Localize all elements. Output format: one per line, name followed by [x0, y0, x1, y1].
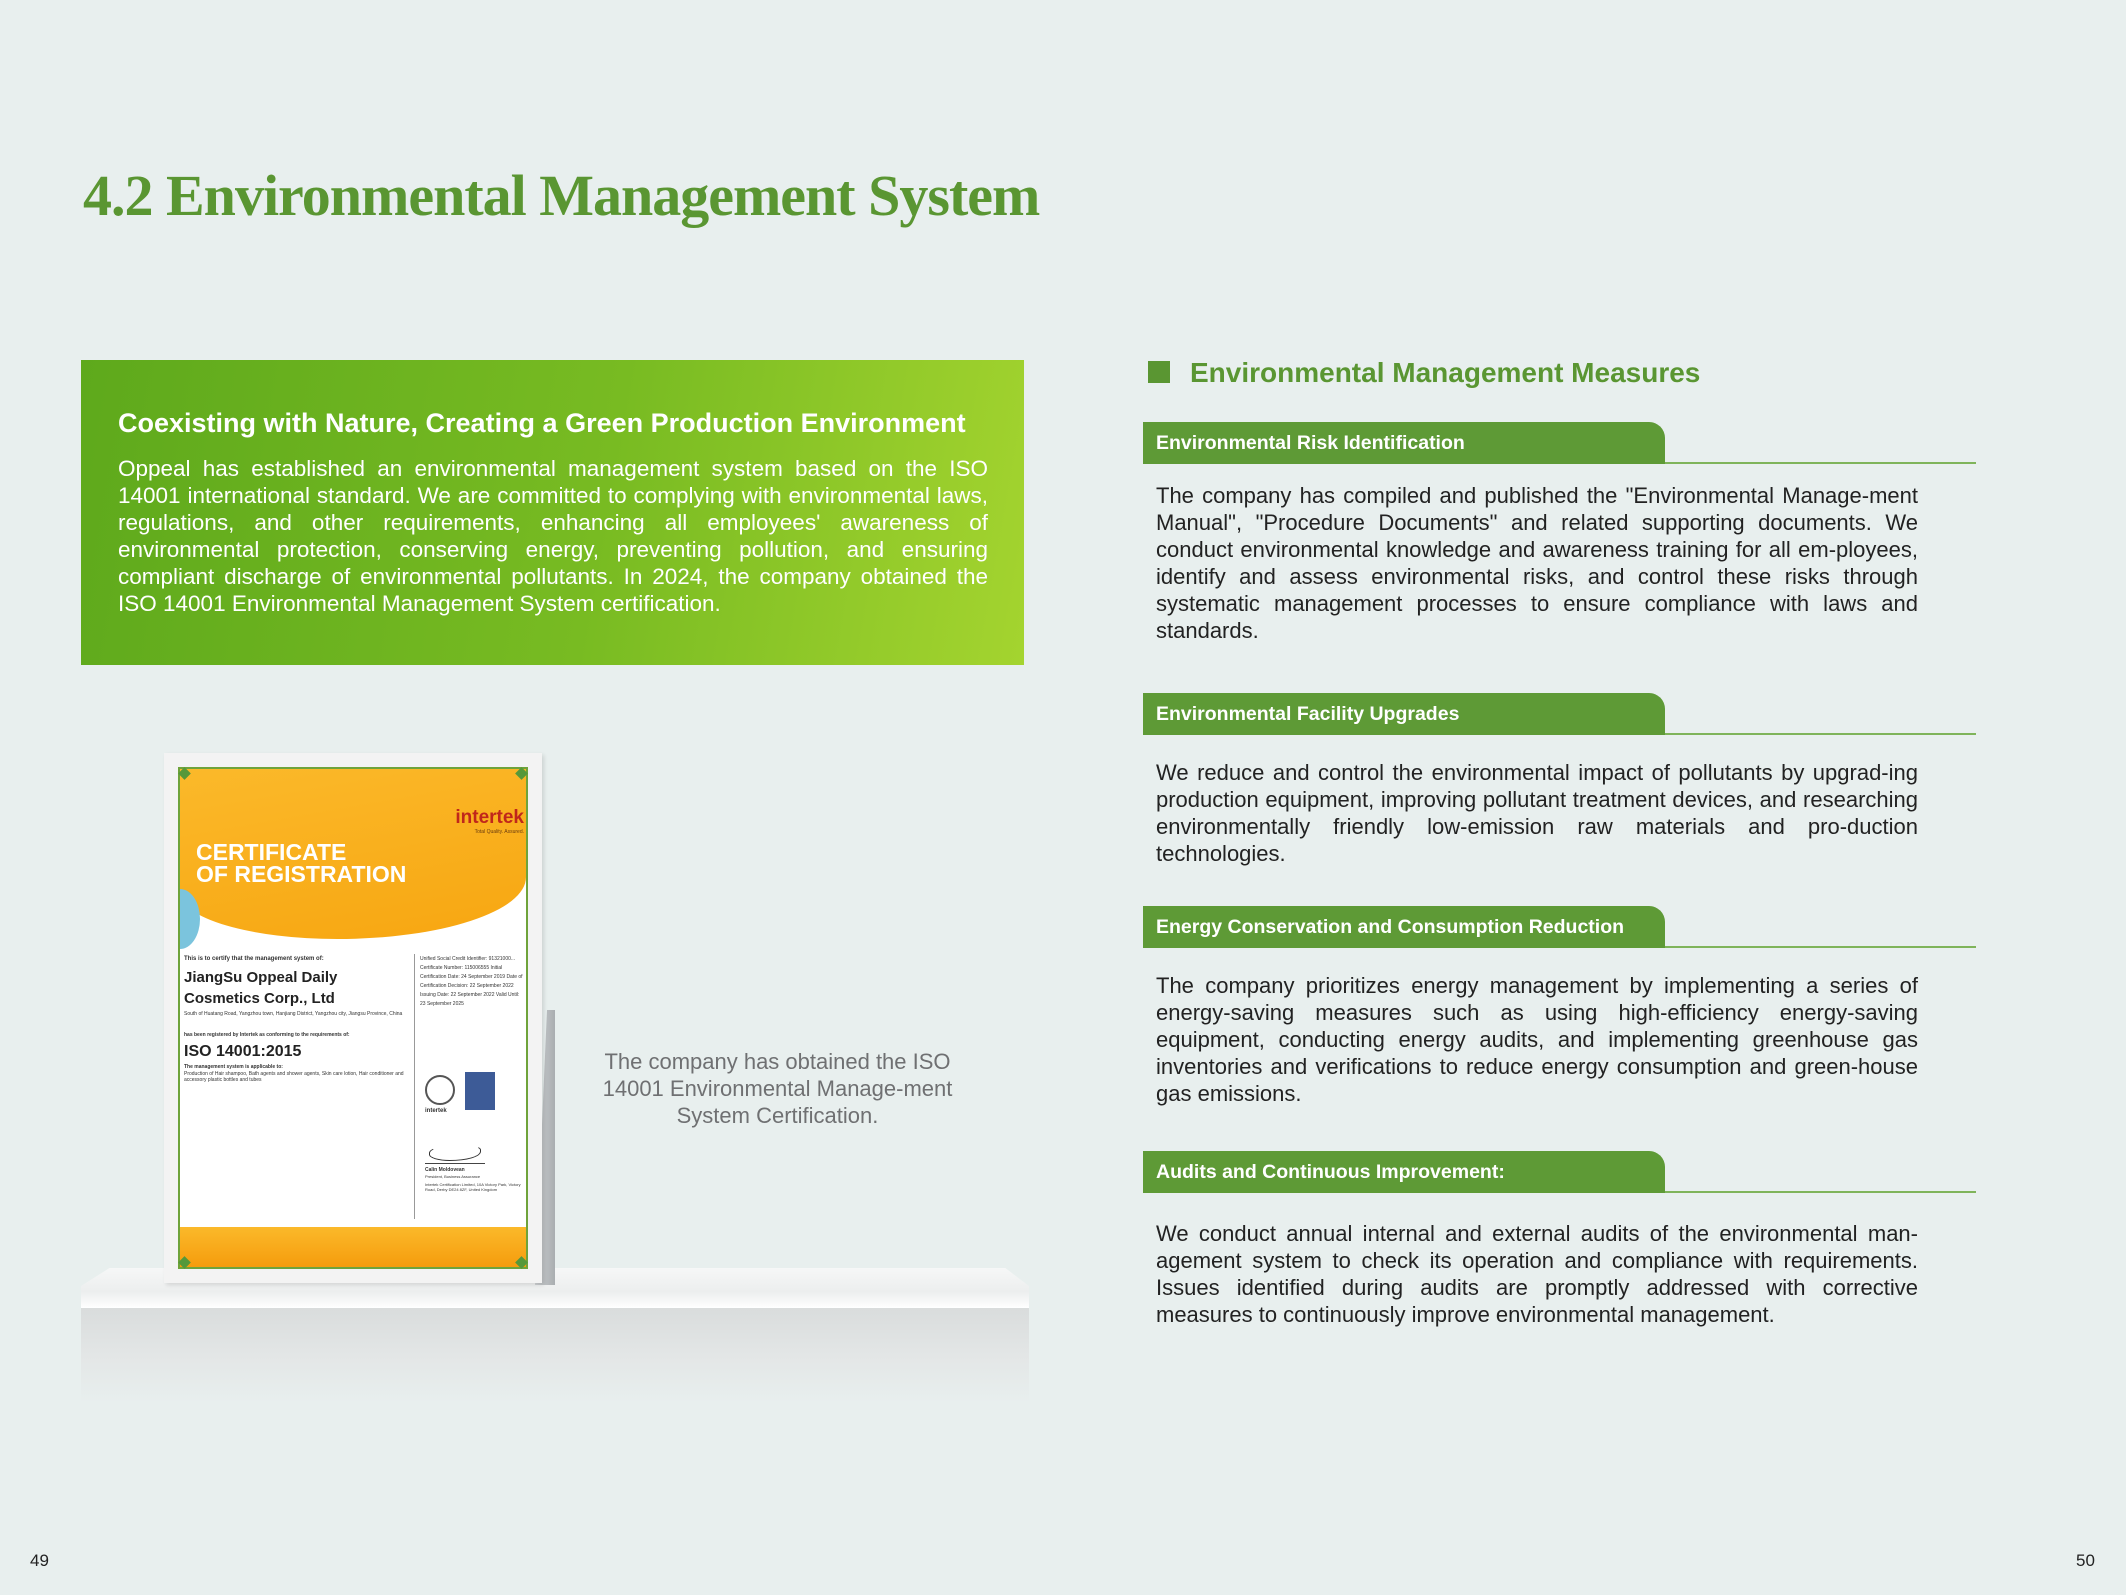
intro-banner-title: Coexisting with Nature, Creating a Green Production Environment: [118, 408, 966, 438]
display-shelf-front: [81, 1308, 1029, 1403]
right-page-number: 50: [2076, 1551, 2095, 1570]
globe-seal-icon: [425, 1075, 455, 1105]
certificate-title: CERTIFICATE OF REGISTRATION: [196, 839, 407, 887]
measure-text: The company has compiled and published the "Environmental Manage-ment Manual", "Procedure Documents" and related supporting documents. We conduct environmental knowledge and awareness training for all em-ployees, identify and assess environmental risks, and control these risks through systematic management processes to ensure compliance with laws and standards.: [1156, 483, 1918, 643]
certificate-company: JiangSu Oppeal Daily Cosmetics Corp., Ltd: [184, 969, 338, 1007]
intro-banner: [81, 360, 1024, 665]
certificate-caption: The company has obtained the ISO 14001 Environmental Manage-ment System Certification.: [602, 1049, 953, 1128]
measures-heading: Environmental Management Measures: [1148, 357, 1700, 389]
measure-text: The company prioritizes energy management by implementing a series of energy-saving measures such as using high-efficiency energy-saving equipment, conducting energy audits, and implementing greenhouse gas inventories and verifications to reduce energy consumption and green-house gas emissions.: [1156, 973, 1918, 1106]
page-title: 4.2 Environmental Management System: [83, 163, 1040, 228]
intro-banner-text: Oppeal has established an environmental management system based on the ISO 14001 international standard. We are committed to complying with environmental laws, regulations, and other requirements, enhancing all employees' awareness of environmental protection, conserving energy, preventing pollution, and ensuring compliant discharge of environmental pollutants. In 2024, the company obtained the ISO 14001 Environmental Management System certification.: [118, 456, 988, 616]
measure-facility-upgrades: [1143, 693, 1976, 867]
measure-energy-conservation: [1143, 906, 1976, 1107]
measure-label: Audits and Continuous Improvement:: [1143, 1151, 1665, 1193]
measure-label: Environmental Risk Identification: [1143, 422, 1665, 464]
measure-label: Energy Conservation and Consumption Reduction: [1143, 906, 1665, 948]
square-bullet-icon: [1148, 361, 1170, 383]
measure-text: We conduct annual internal and external audits of the environmental man-agement system to check its operation and compliance with requirements. Issues identified during audits are promptly addressed with corrective measures to continuously improve environmental management.: [1156, 1221, 1918, 1327]
measure-audits: [1143, 1151, 1976, 1328]
measure-risk-identification: [1143, 422, 1976, 644]
iso-certificate-image: intertek Total Quality. Assured. CERTIFICATE OF REGISTRATION This is to certify that the management system of: JiangSu Oppeal Daily Cosmetics Corp., Ltd South of Huatang Road, Yangzhou town, Hanjiang District, Yangzhou city, Jiangsu Province, China has been registered by Intertek as conforming to the requirements of: ISO 14001:2015 The management system is applicable to: Production of Hair shampoo, Bath agents and shower agents, Skin care lotion, Hair conditioner and accessory plastic bottles and tubes Unified Social Credit Identifier: 91321000... Certificate Number: 115006555 Initial Certification Date: 24 September 2019 Date of Certification Decision: 22 September 2022 Issuing Date: 22 September 2022 Valid Until: 23 September 2025 intertek Calin Moldovean President, Business Assurance Intertek Certification Limited, 10A Victory Park, Victory Road, Derby DE24 8ZF, United Kingdom: [178, 767, 528, 1269]
certificate-frame: [164, 753, 542, 1283]
measure-text: We reduce and control the environmental impact of pollutants by upgrad-ing production equipment, improving pollutant treatment devices, and researching environmentally friendly low-emission raw materials and pro-duction technologies.: [1156, 760, 1918, 866]
left-page-number: 49: [30, 1551, 49, 1570]
ukas-seal-icon: [465, 1072, 495, 1110]
measure-label: Environmental Facility Upgrades: [1143, 693, 1665, 735]
intertek-logo: intertek Total Quality. Assured.: [455, 807, 524, 835]
certificate-standard: ISO 14001:2015: [184, 1043, 302, 1060]
signature-image: [425, 1141, 485, 1164]
